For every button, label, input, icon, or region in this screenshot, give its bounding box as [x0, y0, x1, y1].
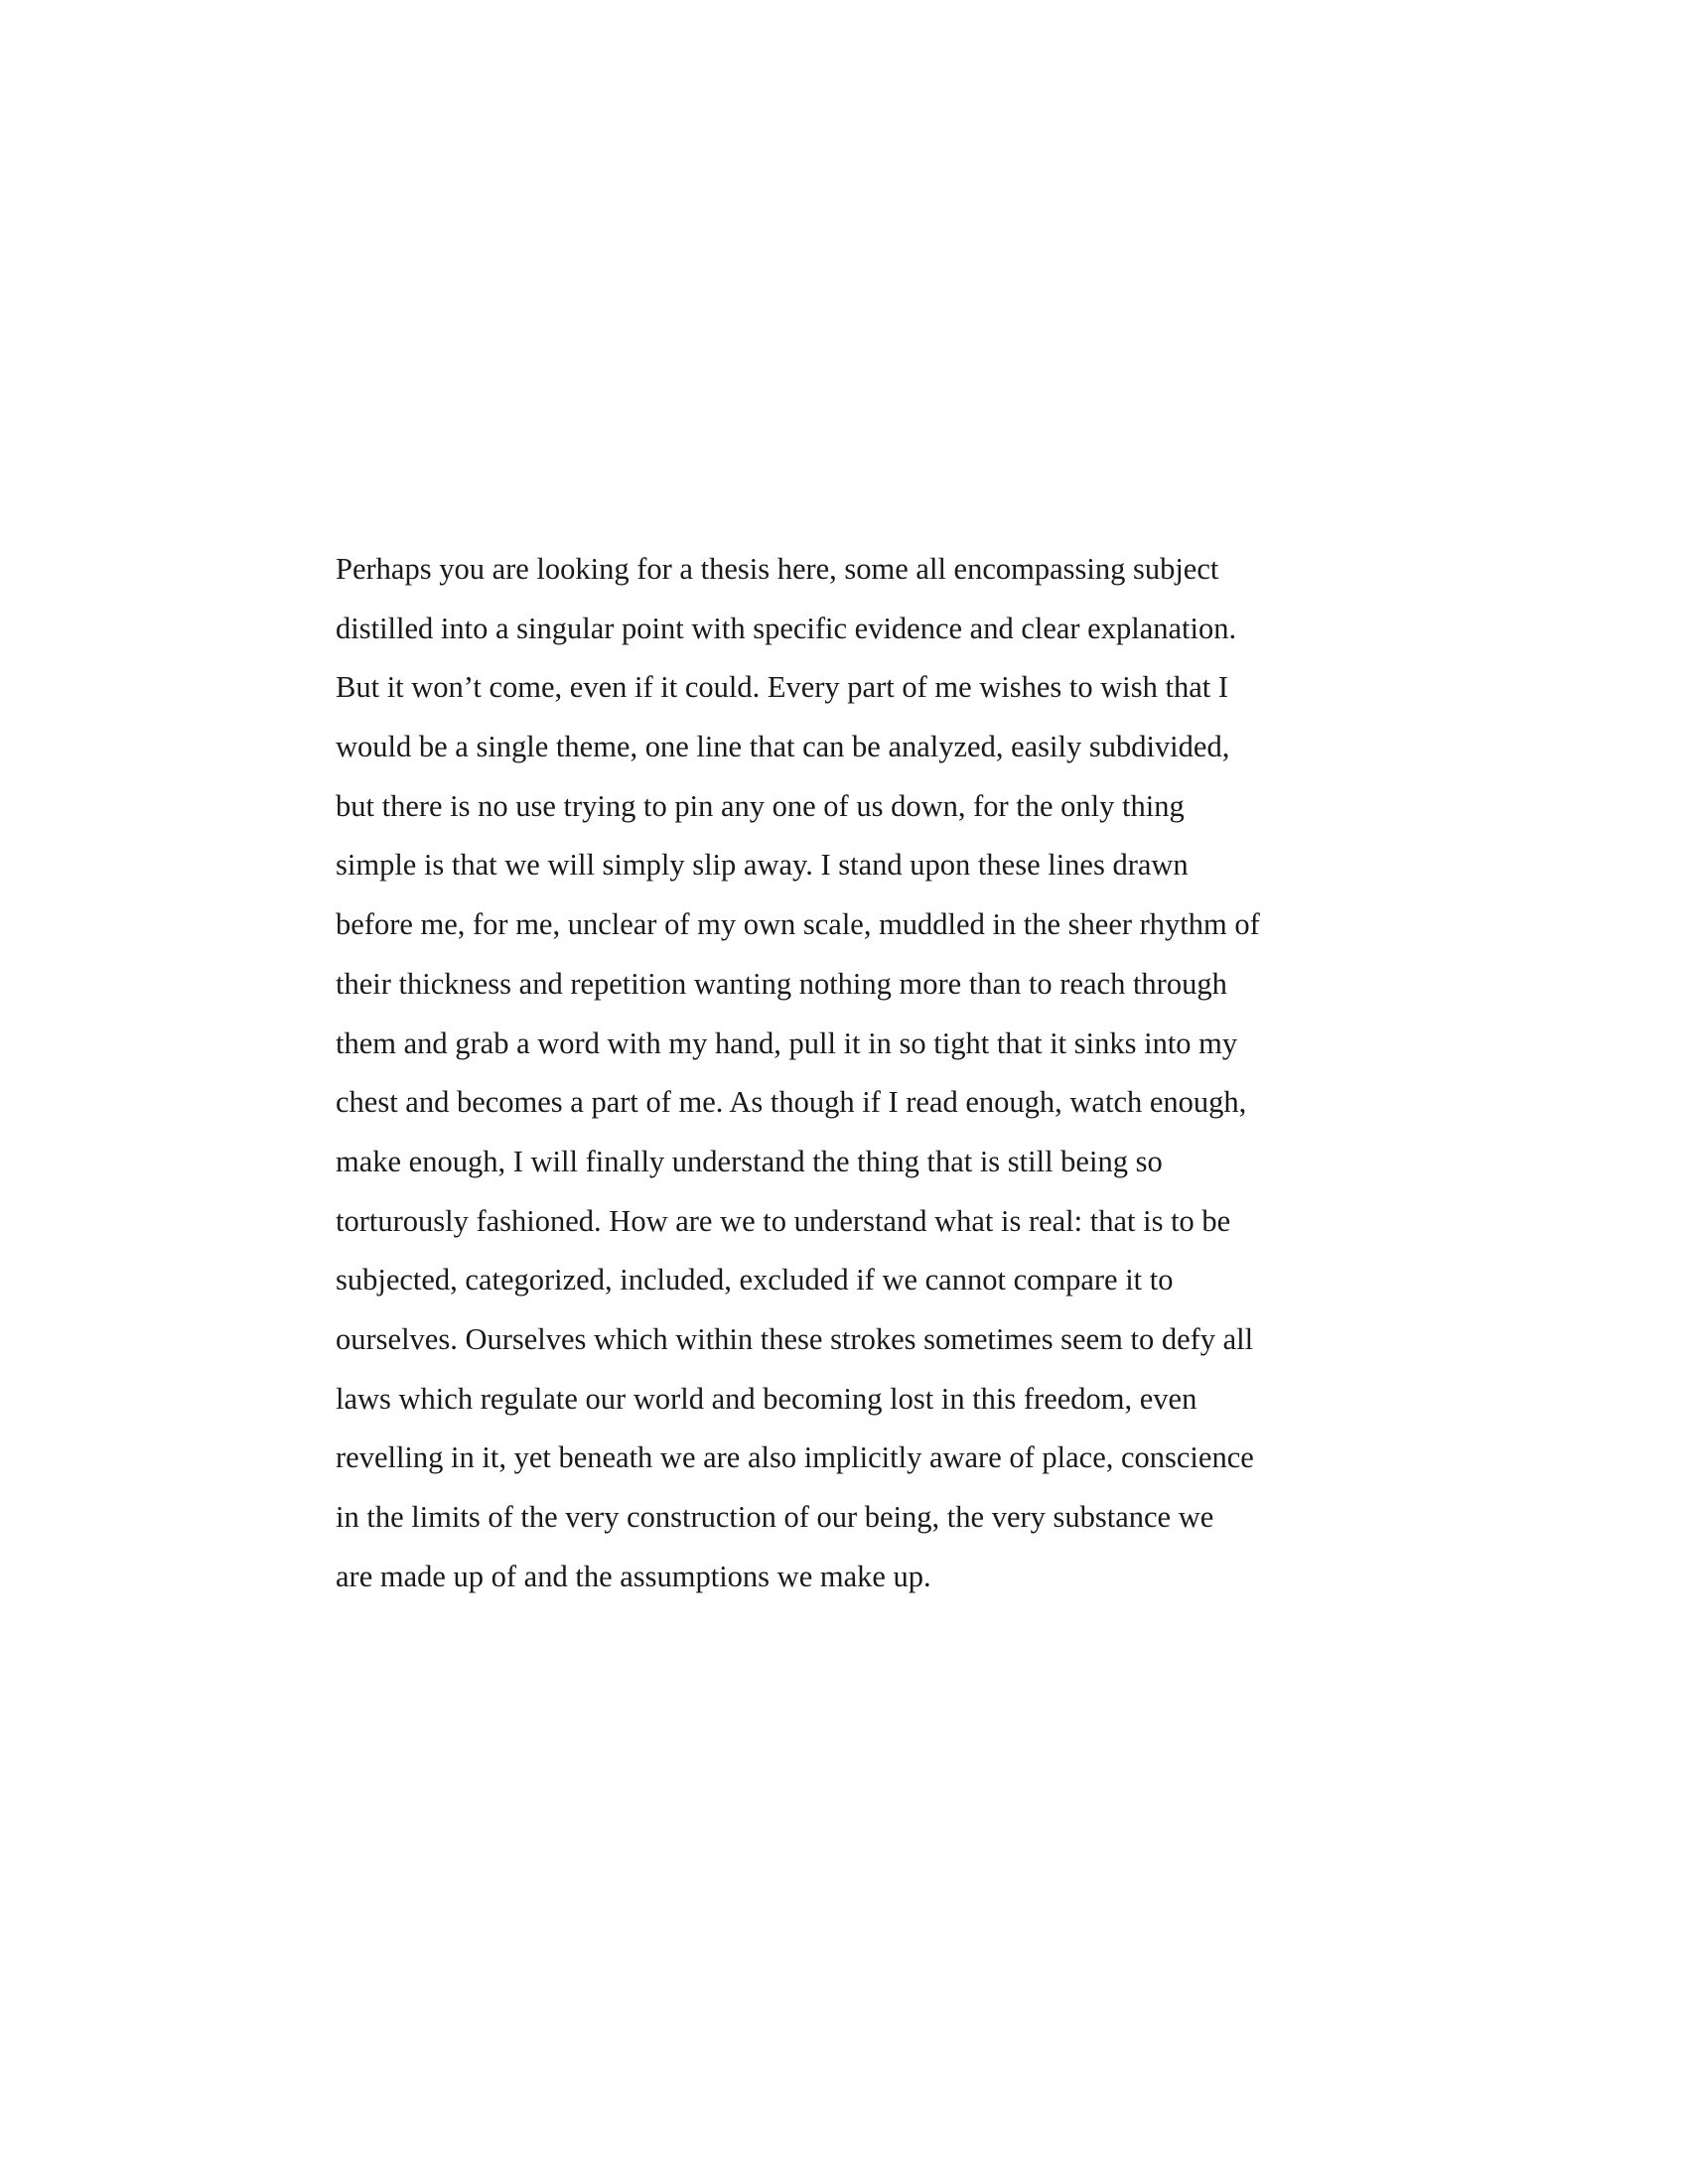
paragraph-line: But it won’t come, even if it could. Every part of me wishes to wish that I	[336, 670, 1229, 705]
paragraph-line: revelling in it, yet beneath we are also implicitly aware of place, conscience	[336, 1440, 1254, 1475]
paragraph-line: but there is no use trying to pin any one of us down, for the only thing	[336, 788, 1185, 823]
paragraph-line: chest and becomes a part of me. As though if I read enough, watch enough,	[336, 1085, 1247, 1120]
paragraph-line: laws which regulate our world and becoming lost in this freedom, even	[336, 1381, 1197, 1416]
paragraph-line: would be a single theme, one line that can be analyzed, easily subdivided,	[336, 730, 1230, 764]
paragraph-line: distilled into a singular point with specific evidence and clear explanation.	[336, 611, 1237, 645]
paragraph-line: subjected, categorized, included, excluded if we cannot compare it to	[336, 1263, 1174, 1297]
paragraph-line: make enough, I will finally understand the thing that is still being so	[336, 1144, 1163, 1178]
paragraph-line: in the limits of the very construction of our being, the very substance we	[336, 1500, 1214, 1534]
paragraph-line: simple is that we will simply slip away. I stand upon these lines drawn	[336, 848, 1189, 883]
body-paragraph	[336, 549, 1368, 1615]
paragraph-line: torturously fashioned. How are we to understand what is real: that is to be	[336, 1203, 1231, 1238]
paragraph-line: them and grab a word with my hand, pull it in so tight that it sinks into my	[336, 1025, 1238, 1060]
paragraph-line: ourselves. Ourselves which within these strokes sometimes seem to defy all	[336, 1321, 1254, 1356]
paragraph-line: before me, for me, unclear of my own scale, muddled in the sheer rhythm of	[336, 907, 1260, 942]
paragraph-line: their thickness and repetition wanting nothing more than to reach through	[336, 966, 1227, 1001]
paragraph-line: are made up of and the assumptions we make up.	[336, 1559, 931, 1593]
paragraph-line: Perhaps you are looking for a thesis here, some all encompassing subject	[336, 552, 1219, 586]
